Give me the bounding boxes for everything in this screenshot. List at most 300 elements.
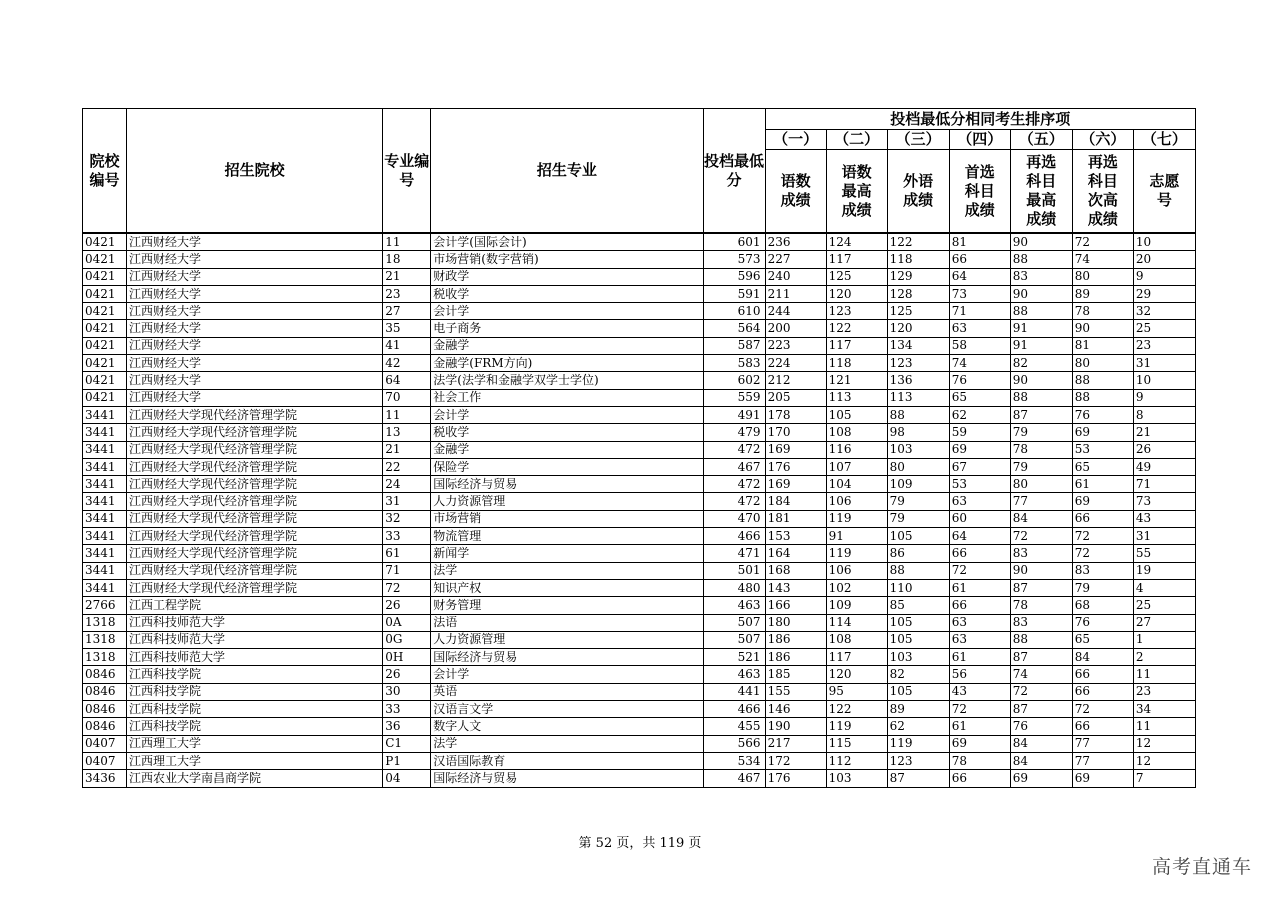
cell-sort-6: 66	[1072, 510, 1133, 527]
cell-min-score: 573	[703, 251, 765, 268]
cell-sort-3: 79	[887, 493, 949, 510]
cell-sort-1: 224	[765, 355, 826, 372]
cell-sort-5: 79	[1010, 424, 1072, 441]
table-row	[83, 701, 1196, 718]
admission-score-table	[82, 108, 1196, 788]
cell-major-name: 数字人文	[431, 718, 703, 735]
cell-sort-1: 184	[765, 493, 826, 510]
cell-sort-4: 64	[949, 268, 1010, 285]
cell-sort-5: 88	[1010, 303, 1072, 320]
cell-min-score: 587	[703, 337, 765, 354]
header-school-name: 招生院校	[127, 109, 383, 234]
cell-school-code: 3441	[83, 562, 127, 579]
cell-sort-7: 11	[1133, 718, 1195, 735]
cell-min-score: 466	[703, 701, 765, 718]
cell-sort-3: 128	[887, 285, 949, 302]
cell-sort-6: 76	[1072, 614, 1133, 631]
cell-sort-2: 109	[826, 597, 887, 614]
cell-sort-7: 43	[1133, 510, 1195, 527]
cell-sort-5: 90	[1010, 285, 1072, 302]
cell-school-name: 江西农业大学南昌商学院	[127, 770, 383, 787]
cell-sort-5: 83	[1010, 545, 1072, 562]
cell-sort-5: 74	[1010, 666, 1072, 683]
cell-major-name: 会计学	[431, 303, 703, 320]
table-row	[83, 614, 1196, 631]
table-row	[83, 337, 1196, 354]
cell-sort-3: 136	[887, 372, 949, 389]
sort-number-3: （三）	[887, 130, 949, 150]
cell-school-code: 0846	[83, 683, 127, 700]
cell-sort-2: 115	[826, 735, 887, 752]
cell-sort-3: 110	[887, 579, 949, 596]
sort-label-1: 语数成绩	[765, 150, 826, 234]
cell-sort-3: 88	[887, 562, 949, 579]
cell-sort-5: 72	[1010, 528, 1072, 545]
cell-sort-3: 105	[887, 614, 949, 631]
cell-major-code: 0G	[383, 631, 431, 648]
cell-school-code: 3441	[83, 406, 127, 423]
cell-sort-4: 71	[949, 303, 1010, 320]
cell-sort-4: 69	[949, 735, 1010, 752]
table-row	[83, 251, 1196, 268]
cell-sort-5: 84	[1010, 752, 1072, 769]
cell-school-code: 3441	[83, 424, 127, 441]
cell-school-name: 江西财经大学现代经济管理学院	[127, 528, 383, 545]
cell-sort-5: 90	[1010, 562, 1072, 579]
cell-sort-2: 102	[826, 579, 887, 596]
cell-sort-5: 82	[1010, 355, 1072, 372]
cell-sort-6: 69	[1072, 493, 1133, 510]
cell-sort-6: 80	[1072, 355, 1133, 372]
cell-sort-4: 81	[949, 233, 1010, 251]
cell-min-score: 466	[703, 528, 765, 545]
cell-school-code: 1318	[83, 614, 127, 631]
table-row	[83, 424, 1196, 441]
cell-major-code: 11	[383, 233, 431, 251]
cell-sort-2: 107	[826, 458, 887, 475]
cell-major-code: 26	[383, 666, 431, 683]
cell-sort-1: 186	[765, 649, 826, 666]
cell-sort-4: 61	[949, 579, 1010, 596]
table-row	[83, 458, 1196, 475]
cell-major-name: 市场营销(数字营销)	[431, 251, 703, 268]
cell-sort-7: 10	[1133, 233, 1195, 251]
cell-sort-7: 8	[1133, 406, 1195, 423]
cell-sort-7: 10	[1133, 372, 1195, 389]
cell-sort-5: 72	[1010, 683, 1072, 700]
cell-sort-4: 58	[949, 337, 1010, 354]
cell-sort-2: 119	[826, 718, 887, 735]
cell-major-code: 04	[383, 770, 431, 787]
cell-sort-3: 98	[887, 424, 949, 441]
cell-sort-2: 117	[826, 649, 887, 666]
cell-sort-3: 85	[887, 597, 949, 614]
cell-sort-7: 12	[1133, 735, 1195, 752]
cell-major-code: 35	[383, 320, 431, 337]
cell-major-name: 会计学(国际会计)	[431, 233, 703, 251]
cell-major-name: 汉语国际教育	[431, 752, 703, 769]
cell-school-code: 0421	[83, 285, 127, 302]
cell-sort-2: 121	[826, 372, 887, 389]
table-row	[83, 597, 1196, 614]
page-footer: 第 52 页，共 119 页	[578, 836, 702, 851]
cell-sort-6: 76	[1072, 406, 1133, 423]
cell-school-name: 江西科技师范大学	[127, 631, 383, 648]
cell-sort-7: 12	[1133, 752, 1195, 769]
cell-major-name: 会计学	[431, 666, 703, 683]
cell-school-name: 江西科技学院	[127, 701, 383, 718]
cell-sort-7: 25	[1133, 597, 1195, 614]
cell-sort-7: 25	[1133, 320, 1195, 337]
cell-min-score: 467	[703, 770, 765, 787]
cell-sort-4: 63	[949, 493, 1010, 510]
cell-sort-6: 69	[1072, 770, 1133, 787]
cell-sort-6: 72	[1072, 545, 1133, 562]
cell-sort-4: 63	[949, 320, 1010, 337]
cell-sort-1: 217	[765, 735, 826, 752]
cell-sort-7: 1	[1133, 631, 1195, 648]
cell-sort-2: 120	[826, 666, 887, 683]
cell-sort-3: 134	[887, 337, 949, 354]
cell-school-code: 1318	[83, 649, 127, 666]
cell-sort-7: 49	[1133, 458, 1195, 475]
cell-major-code: 64	[383, 372, 431, 389]
table-row	[83, 303, 1196, 320]
table-row	[83, 770, 1196, 787]
cell-min-score: 467	[703, 458, 765, 475]
sort-number-4: （四）	[949, 130, 1010, 150]
cell-major-name: 税收学	[431, 285, 703, 302]
cell-sort-3: 120	[887, 320, 949, 337]
cell-sort-6: 90	[1072, 320, 1133, 337]
cell-major-code: 18	[383, 251, 431, 268]
cell-min-score: 534	[703, 752, 765, 769]
cell-sort-2: 91	[826, 528, 887, 545]
cell-min-score: 472	[703, 441, 765, 458]
cell-sort-2: 120	[826, 285, 887, 302]
cell-sort-7: 31	[1133, 528, 1195, 545]
cell-school-name: 江西财经大学现代经济管理学院	[127, 441, 383, 458]
cell-sort-7: 55	[1133, 545, 1195, 562]
cell-sort-6: 74	[1072, 251, 1133, 268]
cell-sort-5: 83	[1010, 268, 1072, 285]
table-row	[83, 268, 1196, 285]
cell-sort-5: 78	[1010, 441, 1072, 458]
cell-sort-5: 91	[1010, 320, 1072, 337]
cell-school-code: 0421	[83, 233, 127, 251]
cell-major-name: 英语	[431, 683, 703, 700]
cell-sort-3: 122	[887, 233, 949, 251]
cell-school-code: 0846	[83, 718, 127, 735]
cell-sort-5: 88	[1010, 251, 1072, 268]
cell-major-name: 财政学	[431, 268, 703, 285]
cell-major-code: 32	[383, 510, 431, 527]
cell-major-name: 物流管理	[431, 528, 703, 545]
cell-sort-4: 63	[949, 614, 1010, 631]
table-row	[83, 372, 1196, 389]
table-row	[83, 631, 1196, 648]
cell-sort-2: 122	[826, 320, 887, 337]
cell-sort-4: 66	[949, 770, 1010, 787]
cell-sort-6: 78	[1072, 303, 1133, 320]
cell-sort-2: 112	[826, 752, 887, 769]
cell-major-code: 42	[383, 355, 431, 372]
cell-major-code: 33	[383, 701, 431, 718]
table-body	[83, 233, 1196, 787]
sort-label-4: 首选科目成绩	[949, 150, 1010, 234]
cell-sort-2: 119	[826, 510, 887, 527]
cell-major-name: 国际经济与贸易	[431, 476, 703, 493]
cell-min-score: 491	[703, 406, 765, 423]
cell-sort-4: 73	[949, 285, 1010, 302]
cell-school-name: 江西科技学院	[127, 683, 383, 700]
cell-school-name: 江西工程学院	[127, 597, 383, 614]
cell-school-code: 0421	[83, 372, 127, 389]
table-row	[83, 562, 1196, 579]
sort-number-5: （五）	[1010, 130, 1072, 150]
cell-sort-2: 123	[826, 303, 887, 320]
cell-sort-4: 59	[949, 424, 1010, 441]
cell-major-code: C1	[383, 735, 431, 752]
cell-sort-1: 168	[765, 562, 826, 579]
table-row	[83, 683, 1196, 700]
cell-major-name: 新闻学	[431, 545, 703, 562]
sort-number-6: （六）	[1072, 130, 1133, 150]
cell-sort-2: 95	[826, 683, 887, 700]
cell-major-code: 33	[383, 528, 431, 545]
cell-sort-3: 103	[887, 649, 949, 666]
cell-sort-5: 87	[1010, 406, 1072, 423]
cell-school-code: 0421	[83, 320, 127, 337]
cell-school-code: 0421	[83, 251, 127, 268]
cell-school-name: 江西财经大学	[127, 372, 383, 389]
cell-sort-2: 104	[826, 476, 887, 493]
cell-sort-7: 2	[1133, 649, 1195, 666]
cell-major-code: 0H	[383, 649, 431, 666]
cell-sort-7: 9	[1133, 268, 1195, 285]
sort-number-7: （七）	[1133, 130, 1195, 150]
cell-sort-1: 170	[765, 424, 826, 441]
cell-major-name: 国际经济与贸易	[431, 770, 703, 787]
cell-min-score: 472	[703, 476, 765, 493]
cell-major-code: 24	[383, 476, 431, 493]
cell-sort-7: 34	[1133, 701, 1195, 718]
cell-sort-4: 78	[949, 752, 1010, 769]
cell-major-name: 保险学	[431, 458, 703, 475]
cell-school-name: 江西科技学院	[127, 718, 383, 735]
cell-sort-2: 108	[826, 631, 887, 648]
cell-min-score: 596	[703, 268, 765, 285]
cell-sort-5: 79	[1010, 458, 1072, 475]
sort-label-7: 志愿号	[1133, 150, 1195, 234]
cell-sort-4: 53	[949, 476, 1010, 493]
cell-major-name: 会计学	[431, 406, 703, 423]
cell-sort-4: 56	[949, 666, 1010, 683]
cell-min-score: 610	[703, 303, 765, 320]
cell-sort-5: 84	[1010, 735, 1072, 752]
cell-sort-6: 66	[1072, 683, 1133, 700]
cell-school-code: 3441	[83, 579, 127, 596]
cell-sort-5: 78	[1010, 597, 1072, 614]
cell-school-name: 江西理工大学	[127, 735, 383, 752]
cell-sort-4: 66	[949, 597, 1010, 614]
sort-number-2: （二）	[826, 130, 887, 150]
cell-school-name: 江西财经大学现代经济管理学院	[127, 458, 383, 475]
cell-sort-4: 66	[949, 545, 1010, 562]
cell-sort-2: 119	[826, 545, 887, 562]
cell-sort-6: 65	[1072, 458, 1133, 475]
cell-sort-4: 64	[949, 528, 1010, 545]
cell-school-code: 0421	[83, 303, 127, 320]
cell-sort-4: 76	[949, 372, 1010, 389]
cell-school-name: 江西财经大学	[127, 355, 383, 372]
cell-major-name: 知识产权	[431, 579, 703, 596]
cell-sort-1: 212	[765, 372, 826, 389]
cell-min-score: 471	[703, 545, 765, 562]
cell-school-code: 3436	[83, 770, 127, 787]
cell-school-code: 3441	[83, 528, 127, 545]
cell-sort-4: 43	[949, 683, 1010, 700]
cell-sort-1: 236	[765, 233, 826, 251]
cell-major-code: 36	[383, 718, 431, 735]
table-row	[83, 735, 1196, 752]
cell-school-code: 0846	[83, 701, 127, 718]
cell-sort-1: 172	[765, 752, 826, 769]
cell-major-code: 0A	[383, 614, 431, 631]
cell-school-code: 1318	[83, 631, 127, 648]
cell-sort-3: 105	[887, 631, 949, 648]
cell-major-code: 71	[383, 562, 431, 579]
cell-major-code: 30	[383, 683, 431, 700]
cell-sort-5: 84	[1010, 510, 1072, 527]
cell-sort-7: 7	[1133, 770, 1195, 787]
cell-major-name: 电子商务	[431, 320, 703, 337]
header-school-code: 院校编号	[83, 109, 127, 234]
cell-major-code: P1	[383, 752, 431, 769]
cell-sort-7: 31	[1133, 355, 1195, 372]
cell-school-code: 3441	[83, 441, 127, 458]
cell-school-name: 江西财经大学现代经济管理学院	[127, 545, 383, 562]
cell-sort-3: 80	[887, 458, 949, 475]
cell-sort-5: 91	[1010, 337, 1072, 354]
cell-sort-2: 117	[826, 251, 887, 268]
sort-label-6: 再选科目次高成绩	[1072, 150, 1133, 234]
cell-sort-4: 72	[949, 562, 1010, 579]
cell-major-name: 财务管理	[431, 597, 703, 614]
cell-sort-6: 72	[1072, 528, 1133, 545]
cell-sort-2: 118	[826, 355, 887, 372]
cell-major-name: 社会工作	[431, 389, 703, 406]
cell-school-code: 0421	[83, 268, 127, 285]
cell-major-name: 法学	[431, 562, 703, 579]
cell-sort-2: 125	[826, 268, 887, 285]
cell-sort-1: 190	[765, 718, 826, 735]
cell-major-code: 21	[383, 441, 431, 458]
cell-sort-6: 72	[1072, 701, 1133, 718]
cell-sort-2: 122	[826, 701, 887, 718]
cell-sort-6: 68	[1072, 597, 1133, 614]
table-row	[83, 285, 1196, 302]
header-min-score: 投档最低分	[703, 109, 765, 234]
cell-sort-1: 178	[765, 406, 826, 423]
cell-sort-1: 146	[765, 701, 826, 718]
cell-sort-6: 77	[1072, 752, 1133, 769]
cell-sort-6: 88	[1072, 372, 1133, 389]
cell-major-name: 国际经济与贸易	[431, 649, 703, 666]
cell-sort-4: 62	[949, 406, 1010, 423]
cell-sort-6: 83	[1072, 562, 1133, 579]
cell-sort-6: 89	[1072, 285, 1133, 302]
cell-major-name: 人力资源管理	[431, 631, 703, 648]
sort-number-1: （一）	[765, 130, 826, 150]
cell-sort-3: 105	[887, 528, 949, 545]
cell-sort-3: 123	[887, 752, 949, 769]
table-row	[83, 666, 1196, 683]
cell-sort-3: 119	[887, 735, 949, 752]
cell-sort-6: 66	[1072, 718, 1133, 735]
table-row	[83, 493, 1196, 510]
cell-sort-3: 129	[887, 268, 949, 285]
cell-sort-3: 88	[887, 406, 949, 423]
cell-sort-6: 66	[1072, 666, 1133, 683]
cell-school-code: 3441	[83, 458, 127, 475]
cell-school-code: 0421	[83, 337, 127, 354]
cell-min-score: 480	[703, 579, 765, 596]
cell-major-code: 21	[383, 268, 431, 285]
cell-sort-6: 69	[1072, 424, 1133, 441]
cell-sort-3: 109	[887, 476, 949, 493]
cell-min-score: 501	[703, 562, 765, 579]
cell-min-score: 601	[703, 233, 765, 251]
cell-sort-5: 90	[1010, 372, 1072, 389]
table-row	[83, 510, 1196, 527]
cell-school-name: 江西财经大学现代经济管理学院	[127, 406, 383, 423]
cell-sort-6: 53	[1072, 441, 1133, 458]
cell-sort-7: 23	[1133, 337, 1195, 354]
cell-sort-6: 72	[1072, 233, 1133, 251]
cell-sort-7: 4	[1133, 579, 1195, 596]
cell-school-name: 江西科技学院	[127, 666, 383, 683]
table-row	[83, 752, 1196, 769]
cell-sort-4: 60	[949, 510, 1010, 527]
cell-sort-6: 79	[1072, 579, 1133, 596]
cell-sort-3: 105	[887, 683, 949, 700]
cell-school-name: 江西财经大学	[127, 389, 383, 406]
cell-major-code: 26	[383, 597, 431, 614]
cell-min-score: 463	[703, 597, 765, 614]
cell-major-code: 11	[383, 406, 431, 423]
cell-school-name: 江西科技师范大学	[127, 649, 383, 666]
cell-sort-1: 185	[765, 666, 826, 683]
cell-min-score: 602	[703, 372, 765, 389]
cell-sort-3: 86	[887, 545, 949, 562]
cell-major-code: 70	[383, 389, 431, 406]
cell-school-name: 江西财经大学现代经济管理学院	[127, 510, 383, 527]
cell-sort-7: 21	[1133, 424, 1195, 441]
table-row	[83, 355, 1196, 372]
cell-major-code: 13	[383, 424, 431, 441]
cell-min-score: 479	[703, 424, 765, 441]
cell-school-name: 江西财经大学现代经济管理学院	[127, 424, 383, 441]
cell-sort-3: 62	[887, 718, 949, 735]
cell-school-code: 3441	[83, 510, 127, 527]
cell-school-code: 3441	[83, 493, 127, 510]
cell-sort-1: 143	[765, 579, 826, 596]
cell-min-score: 472	[703, 493, 765, 510]
cell-school-name: 江西财经大学现代经济管理学院	[127, 493, 383, 510]
cell-min-score: 507	[703, 631, 765, 648]
cell-sort-1: 200	[765, 320, 826, 337]
